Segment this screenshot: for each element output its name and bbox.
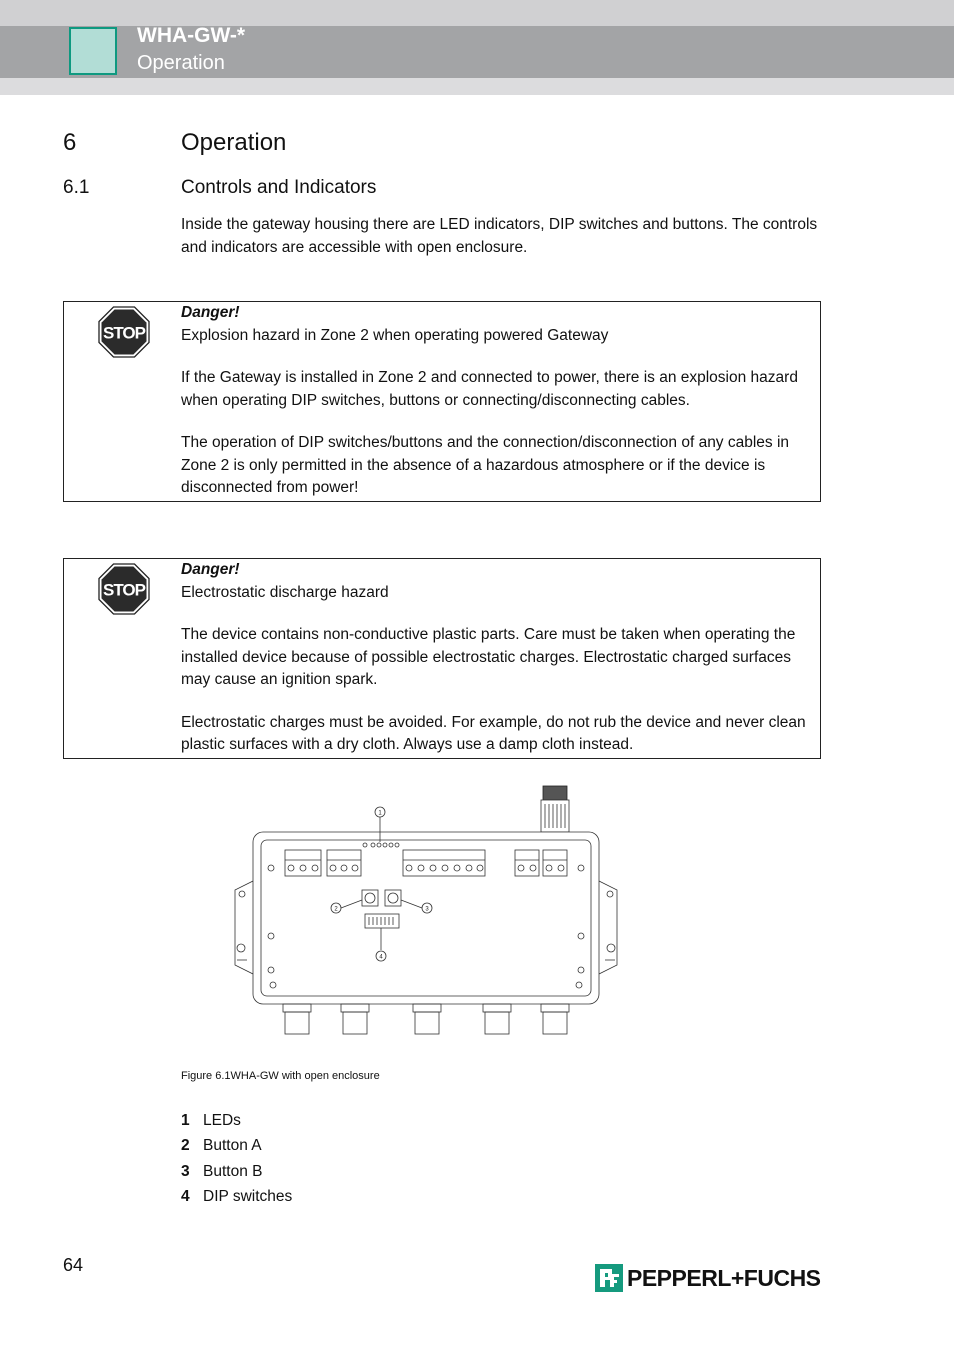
danger-paragraph: If the Gateway is installed in Zone 2 and connected to power, there is an explosion hazard when operating DIP switches, buttons or connecting/disconnecting cables.	[181, 369, 798, 409]
header-underbar	[0, 78, 954, 95]
logo-wordmark: PEPPERL+FUCHS	[627, 1265, 821, 1291]
legend-item	[181, 1108, 292, 1133]
page-number: 64	[63, 1255, 84, 1275]
header-title: WHA-GW-*	[137, 24, 246, 47]
header-subtitle: Operation	[137, 52, 225, 74]
figure-callout: 4	[379, 954, 383, 961]
gateway-figure	[225, 780, 625, 1042]
figure-caption: Figure 6.1WHA-GW with open enclosure	[181, 1070, 380, 1082]
company-logo	[595, 1263, 823, 1293]
subsection-number: 6.1	[63, 177, 90, 198]
legend-label: LEDs	[203, 1112, 241, 1129]
danger-label: Danger!	[181, 561, 240, 578]
danger-subtitle: Electrostatic discharge hazard	[181, 583, 389, 601]
danger-paragraph: The operation of DIP switches/buttons and the connection/disconnection of any cables in Zone 2 is only permitted in the absence of a hazardous atmosphere or if the device is disconnected from power!	[181, 434, 790, 496]
danger-box-explosion	[63, 301, 821, 502]
section-number: 6	[63, 129, 77, 156]
danger-subtitle: Explosion hazard in Zone 2 when operating powered Gateway	[181, 326, 609, 344]
danger-box-electrostatic	[63, 558, 821, 759]
figure-callout: 3	[425, 906, 429, 913]
figure-callout: 2	[334, 906, 338, 913]
danger-paragraph: The device contains non-conductive plastic parts. Care must be taken when operating the installed device because of possible electrostatic charges. Electrostatic charged surfaces may cause an ignition spark.	[181, 626, 796, 688]
svg-text:STOP: STOP	[103, 323, 145, 343]
legend-number: 3	[181, 1162, 190, 1180]
figure-legend	[181, 1108, 292, 1209]
section-title: Operation	[181, 129, 287, 156]
stop-sign-icon	[98, 306, 150, 358]
legend-label: Button A	[203, 1137, 262, 1155]
legend-label: DIP switches	[203, 1187, 293, 1205]
legend-number: 4	[181, 1187, 190, 1205]
legend-label: Button B	[203, 1162, 263, 1180]
intro-paragraph: Inside the gateway housing there are LED indicators, DIP switches and buttons. The controls and indicators are accessible with open enclosure.	[181, 216, 818, 256]
header-marker	[69, 27, 117, 75]
figure-callout: 1	[378, 810, 382, 817]
legend-item	[181, 1184, 292, 1209]
svg-text:STOP: STOP	[103, 580, 145, 600]
legend-number: 2	[181, 1137, 190, 1155]
legend-item	[181, 1133, 292, 1158]
legend-item	[181, 1159, 292, 1184]
subsection-title: Controls and Indicators	[181, 177, 377, 198]
top-strip	[0, 0, 954, 26]
danger-label: Danger!	[181, 304, 240, 321]
legend-number: 1	[181, 1112, 190, 1129]
stop-sign-icon	[98, 563, 150, 615]
danger-paragraph: Electrostatic charges must be avoided. For example, do not rub the device and never clean plastic surfaces with a dry cloth. Always use a damp cloth instead.	[181, 713, 806, 753]
pf-logo-icon	[595, 1264, 623, 1292]
